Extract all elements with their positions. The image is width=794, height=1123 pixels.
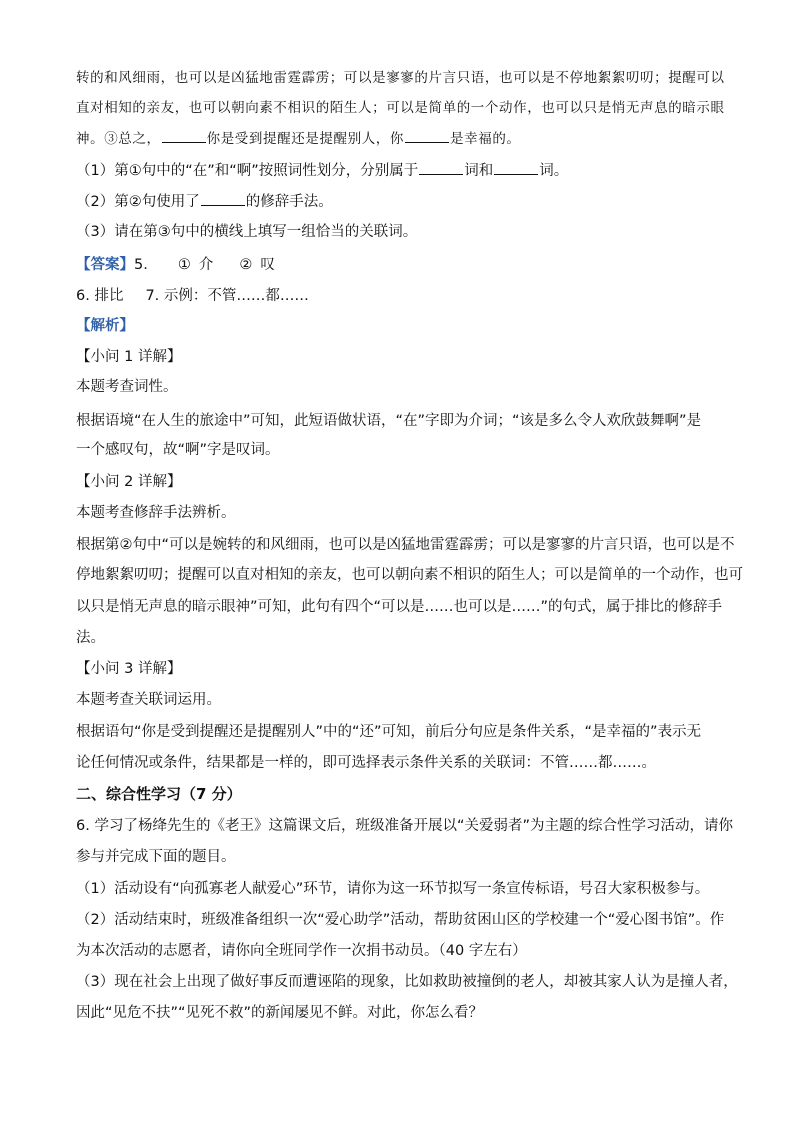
analysis-section-2-p2-line-1: 根据第②句中“可以是婉转的和风细雨，也可以是凶猛地雷霆霹雳；可以是寥寥的片言只语，也可以是不: [76, 537, 735, 553]
section-2-heading: 二、综合性学习（7 分）: [76, 785, 242, 803]
question-3: （3）请在第③句中的横线上填写一组恰当的关联词。: [76, 224, 418, 240]
answer-mark-2: ②: [239, 257, 253, 273]
passage-line-2: 直对相知的亲友，也可以朝向素不相识的陌生人；可以是简单的一个动作，也可以只是悄无声息的暗示眼: [76, 100, 725, 116]
analysis-label: 【解析】: [76, 318, 134, 334]
passage-line-3-middle: 你是受到提醒还是提醒别人，你: [206, 131, 405, 147]
question-1: [76, 160, 726, 181]
question-1-blank-a: [419, 160, 463, 175]
section-2-sub-question-3-line-2: 因此“见危不扶”“见死不救”的新闻屡见不鲜。对此，你怎么看？: [76, 1005, 484, 1021]
analysis-section-1-title: 【小问 1 详解】: [76, 349, 182, 365]
question-2: [76, 191, 726, 212]
section-2-question-6-line-2: 参与并完成下面的题目。: [76, 849, 236, 865]
answer-blank-2: [405, 128, 449, 143]
analysis-section-2-p2-line-3: 以只是悄无声息的暗示眼神”可知，此句有四个“可以是……也可以是……”的句式，属于排比的修辞手: [76, 599, 723, 615]
analysis-section-1-p2-line-1: 根据语境“在人生的旅途中”可知，此短语做状语，“在”字即为介词；“该是多么令人欢欣鼓舞啊”是: [76, 413, 702, 429]
answer-line-2: [76, 286, 726, 306]
question-1-text-b: 词和: [464, 163, 494, 179]
analysis-section-2-p2-line-2: 停地絮絮叨叨；提醒可以直对相知的亲友，也可以朝向素不相识的陌生人；可以是简单的一个动作，也可: [76, 567, 743, 583]
passage-line-3: [76, 128, 726, 149]
answer-q5-number: 5.: [134, 257, 148, 273]
analysis-section-2-p2-line-4: 法。: [76, 630, 105, 646]
answer-mark-1: ①: [177, 257, 191, 273]
analysis-section-3-p2-line-2: 论任何情况或条件，结果都是一样的，即可选择表示条件关系的关联词：不管……都……。: [76, 755, 656, 771]
section-2-sub-question-2-line-2: 为本次活动的志愿者，请你向全班同学作一次捐书动员。（40 字左右）: [76, 943, 527, 959]
question-1-text-c: 词。: [539, 163, 569, 179]
section-2-sub-question-3-line-1: （3）现在社会上出现了做好事反而遭诬陷的现象，比如救助被撞倒的老人，却被其家人认为是撞人者，: [76, 974, 738, 990]
answer-q7: 7. 示例：不管……都……: [145, 288, 309, 304]
analysis-section-3-p2-line-1: 根据语句“你是受到提醒还是提醒别人”中的“还”可知，前后分句应是条件关系，“是幸福的”表示无: [76, 724, 702, 740]
question-2-blank: [201, 191, 245, 206]
answer-value-1: 介: [198, 257, 214, 273]
question-2-text-a: （2）第②句使用了: [76, 194, 200, 210]
passage-line-3-end: 是幸福的。: [450, 131, 521, 147]
question-2-text-b: 的修辞手法。: [245, 194, 333, 210]
analysis-section-3-title: 【小问 3 详解】: [76, 661, 182, 677]
passage-line-3-start: 神。③总之，: [76, 131, 161, 147]
analysis-section-2-p1: 本题考查修辞手法辨析。: [76, 505, 236, 521]
analysis-section-1-p1: 本题考查词性。: [76, 379, 178, 395]
answer-line: [76, 255, 726, 275]
passage-line-1: 转的和风细雨，也可以是凶猛地雷霆霹雳；可以是寥寥的片言只语，也可以是不停地絮絮叨叨；提醒可以: [76, 70, 725, 86]
question-1-text-a: （1）第①句中的“在”和“啊”按照词性划分，分别属于: [76, 163, 419, 179]
section-2-question-6-line-1: 6. 学习了杨绛先生的《老王》这篇课文后，班级准备开展以“关爱弱者”为主题的综合性学习活动，请你: [76, 818, 733, 834]
analysis-section-2-title: 【小问 2 详解】: [76, 474, 182, 490]
analysis-section-3-p1: 本题考查关联词运用。: [76, 692, 221, 708]
answer-blank-1: [162, 128, 206, 143]
section-2-sub-question-2-line-1: （2）活动结束时，班级准备组织一次“爱心助学”活动，帮助贫困山区的学校建一个“爱心图书馆”。作: [76, 912, 725, 928]
analysis-section-1-p2-line-2: 一个感叹句，故“啊”字是叹词。: [76, 442, 280, 458]
answer-value-2: 叹: [260, 257, 275, 273]
section-2-sub-question-1: （1）活动设有“向孤寡老人献爱心”环节，请你为这一环节拟写一条宣传标语，号召大家积极参与。: [76, 881, 710, 897]
answer-q6: 6. 排比: [76, 288, 124, 304]
question-1-blank-b: [494, 160, 538, 175]
answer-label: 【答案】: [76, 257, 134, 273]
